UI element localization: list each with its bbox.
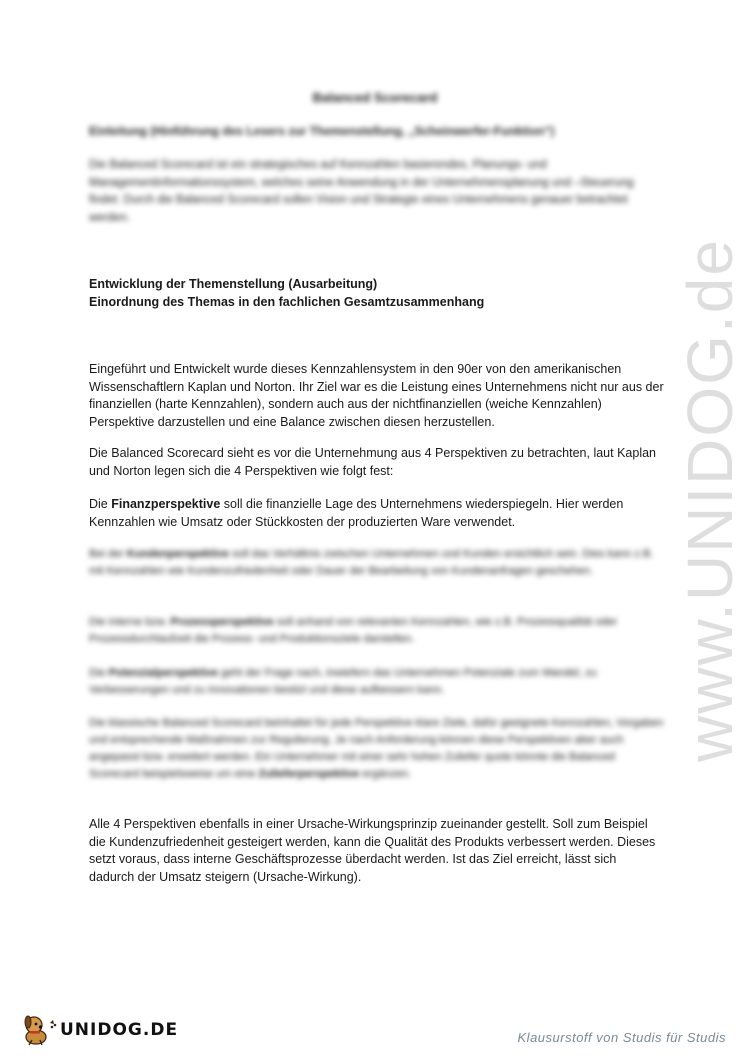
paragraph-finance-perspective xyxy=(89,496,664,531)
term-supplier: Zulieferperspektive xyxy=(258,768,360,780)
paragraph-cause-effect: Alle 4 Perspektiven ebenfalls in einer Ursache-Wirkungsprinzip zueinander gestellt. Soll zum Beispiel die Kundenzufriedenheit gesteigert werden, kann die Qualität des Produkts verbessert werden. Dieses setzt voraus, dass interne Geschäftsprozesse überdacht werden. Ist das Ziel erreicht, lässt sich dadurch der Umsatz steigern (Ursache-Wirkung). xyxy=(89,817,656,884)
paragraph-history: Eingeführt und Entwickelt wurde dieses Kennzahlensystem in den 90er von den amerikanischen Wissenschaftlern Kaplan und Norton. Ihr Ziel war es die Leistung eines Unternehmens nicht nur aus der finanziellen (harte Kennzahlen), sondern auch aus der nichtfinanziellen (weiche Kennzahlen) Perspektive darzustellen und eine Balance zwischen diesen herzustellen. xyxy=(89,362,664,429)
para-suffix: geht der Frage nach, inwiefern das Unternehmen Potenziale zum Wandel, zu Verbesserungen und zu Innovationen besitzt und diese aufbessern kann. xyxy=(89,667,597,696)
dog-mascot-icon xyxy=(22,1013,58,1047)
term-customer: Kundenperspektive xyxy=(126,548,230,560)
para-suffix: soll die finanzielle Lage des Unternehmens wiederspiegeln. Hier werden Kennzahlen wie Umsatz oder Stückkosten der produzierten Ware verwendet. xyxy=(89,497,624,529)
para-prefix: Die xyxy=(89,497,112,511)
para-suffix: soll das Verhältnis zwischen Unternehmen und Kunden ersichtlich sein. Dies kann z.B. mit Kennzahlen wie Kundenzufriedenheit oder Dauer der Bearbeitung von Kundenanfragen geschehen. xyxy=(89,548,654,577)
paragraph-potential-perspective xyxy=(89,665,664,699)
term-finance: Finanzperspektive xyxy=(111,497,221,511)
paragraph-classic-scorecard xyxy=(89,715,664,783)
paragraph-process-perspective xyxy=(89,614,664,648)
paragraph-perspectives: Die Balanced Scorecard sieht es vor die Unternehmung aus 4 Perspektiven zu betrachten, laut Kaplan und Norton legen sich die 4 Perspektiven wie folgt fest: xyxy=(89,446,656,478)
para-prefix: Die xyxy=(89,667,109,679)
intro-heading: Einleitung (Hinführung des Lesers zur Themenstellung, „Scheinwerfer-Funktion“) xyxy=(89,124,555,138)
para-prefix: Die klassische Balanced Scorecard beinhaltet für jede Perspektive klare Ziele, dafür geeignete Kennzahlen, Vorgaben und entsprechende Maßnahmen zur Regulierung. Je nach Anforderung können diese Perspektiven aber auch angepasst bzw. erweitert werden. Ein Unternehmer mit einer sehr hohen Zuliefer quote könnte die Balanced Scorecard beispielsweise um eine xyxy=(89,717,664,780)
para-prefix: Die interne bzw. xyxy=(89,616,171,628)
watermark: www.UNIDOG.de xyxy=(674,238,746,762)
para-suffix: soll anhand von relevanten Kennzahlen, wie z.B. Prozessqualität oder Prozessdurchlaufzeit die Prozess- und Produktionsziele darstellen. xyxy=(89,616,618,645)
section-heading-development: Entwicklung der Themenstellung (Ausarbeitung) xyxy=(89,277,378,291)
document-title: Balanced Scorecard xyxy=(312,90,438,105)
section-heading-context: Einordnung des Themas in den fachlichen Gesamtzusammenhang xyxy=(89,295,485,309)
intro-paragraph: Die Balanced Scorecard ist ein strategisches auf Kennzahlen basierendes, Planungs- und Managementinformationssystem, welches seine Anwendung in der Unternehmensplanung und –Steuerung findet. Durch die Balanced Scorecard sollen Vision und Strategie eines Unternehmens genauer betrachtet werden. xyxy=(89,159,634,224)
term-potential: Potenzialperspektive xyxy=(108,667,218,679)
footer-tagline: Klausurstoff von Studis für Studis xyxy=(517,1030,726,1045)
term-process: Prozessperspektive xyxy=(170,616,274,628)
para-suffix: ergänzen. xyxy=(359,768,412,780)
logo-wordmark: UNIDOG.DE xyxy=(60,1020,179,1040)
paragraph-customer-perspective xyxy=(89,546,664,580)
unidog-logo xyxy=(22,1013,178,1047)
para-prefix: Bei der xyxy=(89,548,127,560)
